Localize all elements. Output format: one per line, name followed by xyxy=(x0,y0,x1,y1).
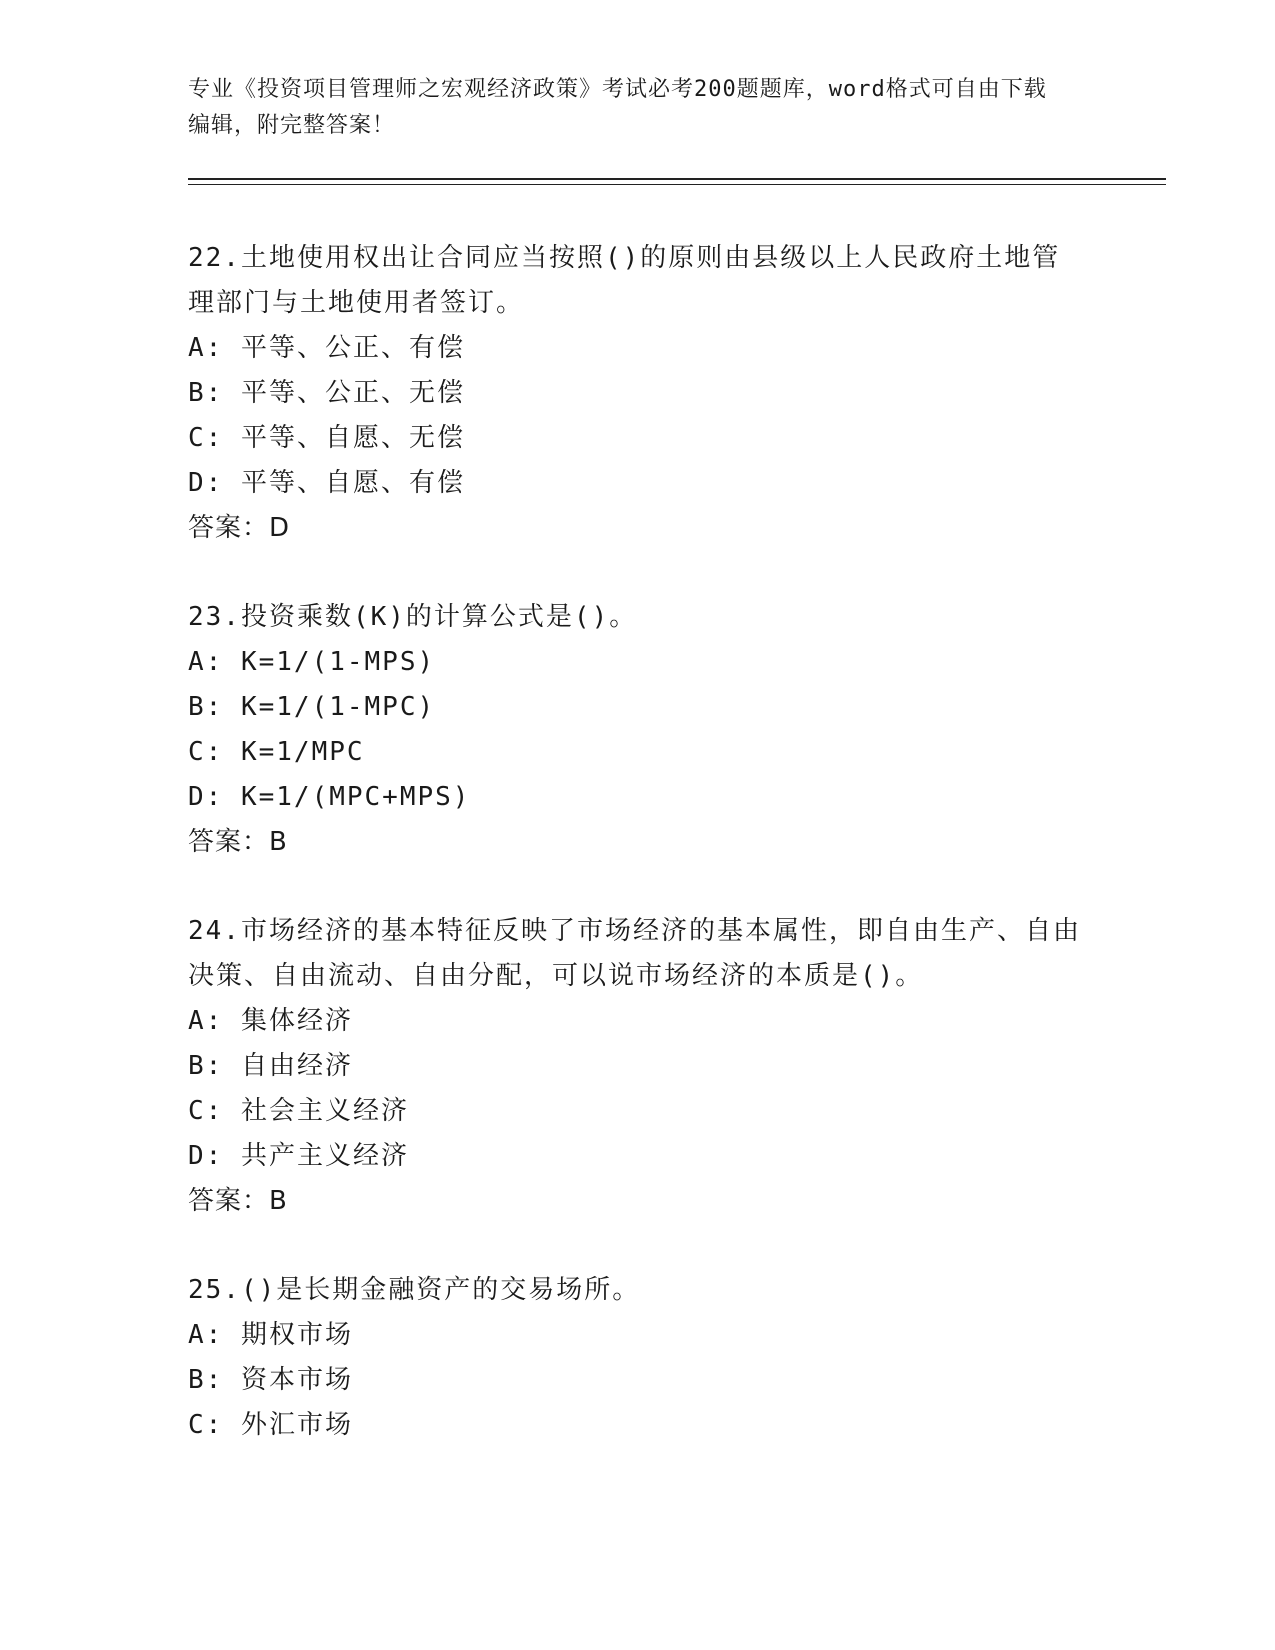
option-b: B: 平等、公正、无偿 xyxy=(188,378,465,408)
header-divider-thin xyxy=(188,184,1166,185)
question-list xyxy=(188,236,1088,1492)
option-a: A: 集体经济 xyxy=(188,1006,353,1036)
option-d: D: 平等、自愿、有偿 xyxy=(188,468,465,498)
answer: 答案：B xyxy=(188,1186,288,1216)
option-a: A: 期权市场 xyxy=(188,1320,353,1350)
question-stem: 25.()是长期金融资产的交易场所。 xyxy=(188,1275,641,1305)
header-divider-thick xyxy=(188,178,1166,180)
option-b: B: 资本市场 xyxy=(188,1365,353,1395)
option-a: A: 平等、公正、有偿 xyxy=(188,333,465,363)
option-c: C: 社会主义经济 xyxy=(188,1096,409,1126)
option-c: C: K=1/MPC xyxy=(188,737,365,767)
document-header xyxy=(188,72,1068,144)
option-b: B: K=1/(1-MPC) xyxy=(188,692,436,722)
header-text: 专业《投资项目管理师之宏观经济政策》考试必考200题题库，word格式可自由下载编辑，附完整答案！ xyxy=(188,77,1047,138)
question-24 xyxy=(188,909,1088,1224)
question-22 xyxy=(188,236,1088,551)
answer: 答案：B xyxy=(188,827,288,857)
option-c: C: 外汇市场 xyxy=(188,1410,353,1440)
option-b: B: 自由经济 xyxy=(188,1051,353,1081)
question-stem: 23.投资乘数(K)的计算公式是()。 xyxy=(188,602,638,632)
option-c: C: 平等、自愿、无偿 xyxy=(188,423,465,453)
option-d: D: 共产主义经济 xyxy=(188,1141,409,1171)
question-25 xyxy=(188,1268,1088,1448)
question-stem: 22.土地使用权出让合同应当按照()的原则由县级以上人民政府土地管理部门与土地使用者签订。 xyxy=(188,243,1061,318)
option-d: D: K=1/(MPC+MPS) xyxy=(188,782,471,812)
question-stem: 24.市场经济的基本特征反映了市场经济的基本属性，即自由生产、自由决策、自由流动、自由分配，可以说市场经济的本质是()。 xyxy=(188,916,1081,991)
option-a: A: K=1/(1-MPS) xyxy=(188,647,436,677)
question-23 xyxy=(188,595,1088,865)
answer: 答案：D xyxy=(188,513,291,543)
